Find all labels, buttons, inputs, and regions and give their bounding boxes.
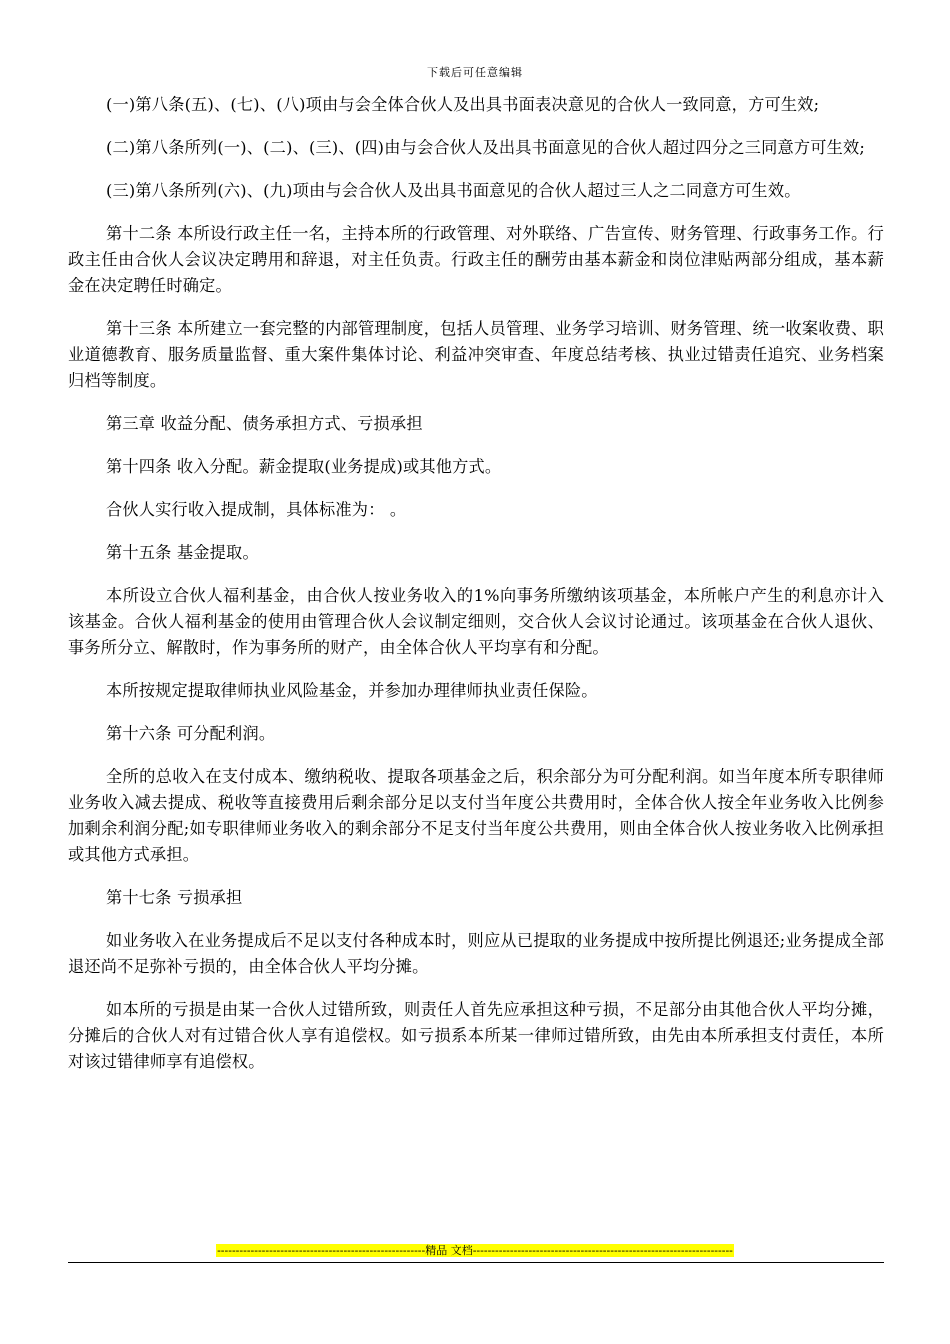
header-note: 下载后可任意编辑 <box>427 66 523 79</box>
paragraph-article-17: 第十七条 亏损承担 <box>106 888 243 907</box>
footer-banner <box>0 1244 950 1258</box>
paragraph-article-15: 第十五条 基金提取。 <box>106 543 259 562</box>
paragraph-commission-standard: 合伙人实行收入提成制，具体标准为： 。 <box>106 500 407 519</box>
paragraph-distributable-profit: 全所的总收入在支付成本、缴纳税收、提取各项基金之后，积余部分为可分配利润。如当年度本所专职律师业务收入减去提成、税收等直接费用后剩余部分足以支付当年度公共费用时，全体合伙人按全年业务收入比例参加剩余利润分配;如专职律师业务收入的剩余部分不足支付当年度公共费用，则由全体合伙人按业务收入比例承担或其他方式承担。 <box>68 767 884 864</box>
paragraph-risk-fund: 本所按规定提取律师执业风险基金，并参加办理律师执业责任保险。 <box>106 681 598 700</box>
paragraph-welfare-fund: 本所设立合伙人福利基金，由合伙人按业务收入的1%向事务所缴纳该项基金，本所帐户产生的利息亦计入该基金。合伙人福利基金的使用由管理合伙人会议制定细则，交合伙人会议讨论通过。该项基金在合伙人退伙、事务所分立、解散时，作为事务所的财产，由全体合伙人平均享有和分配。 <box>68 586 884 657</box>
footer-divider <box>68 1262 884 1263</box>
chapter-3-heading: 第三章 收益分配、债务承担方式、亏损承担 <box>106 414 423 433</box>
paragraph-article-12: 第十二条 本所设行政主任一名，主持本所的行政管理、对外联络、广告宣传、财务管理、行政事务工作。行政主任由合伙人会议决定聘用和辞退，对主任负责。行政主任的酬劳由基本薪金和岗位津贴两部分组成，基本薪金在决定聘任时确定。 <box>68 224 884 295</box>
paragraph-fault-liability: 如本所的亏损是由某一合伙人过错所致，则责任人首先应承担这种亏损，不足部分由其他合伙人平均分摊，分摊后的合伙人对有过错合伙人享有追偿权。如亏损系本所某一律师过错所致，由先由本所承担支付责任，本所对该过错律师享有追偿权。 <box>68 1000 884 1071</box>
paragraph-article-13: 第十三条 本所建立一套完整的内部管理制度，包括人员管理、业务学习培训、财务管理、统一收案收费、职业道德教育、服务质量监督、重大案件集体讨论、利益冲突审查、年度总结考核、执业过错责任追究、业务档案归档等制度。 <box>68 319 884 390</box>
document-body <box>68 92 884 1092</box>
paragraph-article-16: 第十六条 可分配利润。 <box>106 724 276 743</box>
paragraph-article-14: 第十四条 收入分配。薪金提取(业务提成)或其他方式。 <box>106 457 502 476</box>
paragraph-clause-1: (一)第八条(五)、(七)、(八)项由与会全体合伙人及出具书面表决意见的合伙人一致同意，方可生效; <box>106 95 820 114</box>
paragraph-clause-2: (二)第八条所列(一)、(二)、(三)、(四)由与会合伙人及出具书面意见的合伙人超过四分之三同意方可生效; <box>106 138 866 157</box>
paragraph-clause-3: (三)第八条所列(六)、(九)项由与会合伙人及出具书面意见的合伙人超过三人之二同意方可生效。 <box>106 181 801 200</box>
footer-banner-text: --------------------------------------------------------精品 文档---------------------------------------------------------------------- <box>217 1244 733 1257</box>
paragraph-loss-sharing: 如业务收入在业务提成后不足以支付各种成本时，则应从已提取的业务提成中按所提比例退还;业务提成全部退还尚不足弥补亏损的，由全体合伙人平均分摊。 <box>68 931 884 976</box>
